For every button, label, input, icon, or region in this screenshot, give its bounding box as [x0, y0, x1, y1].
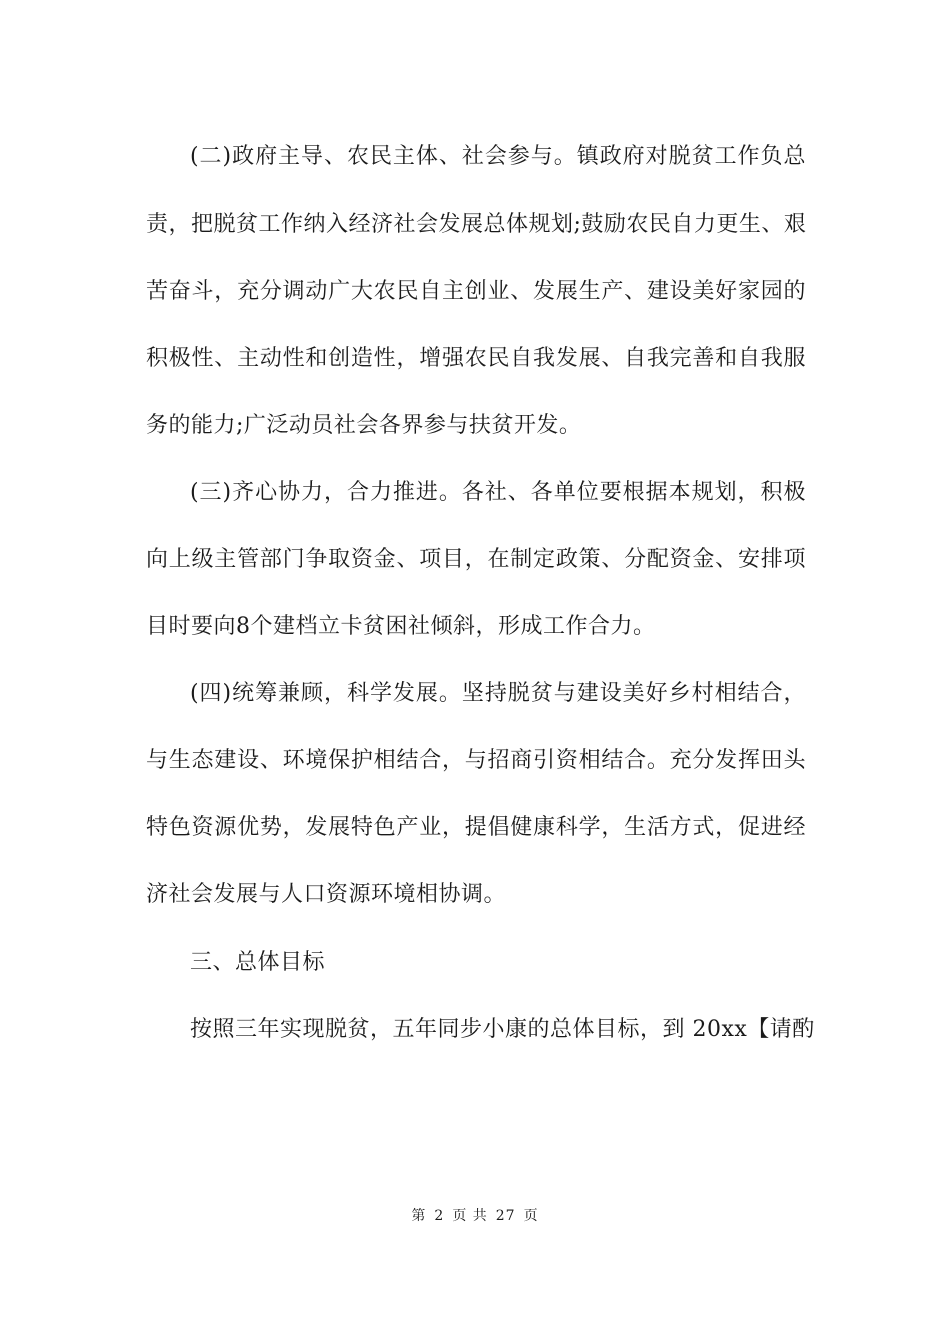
footer-suffix: 页	[523, 1208, 539, 1224]
paragraph-line: 务的能力;广泛动员社会各界参与扶贫开发。	[146, 413, 582, 438]
paragraph-line: 向上级主管部门争取资金、项目，在制定政策、分配资金、安排项	[146, 547, 806, 572]
paragraph-line: 苦奋斗，充分调动广大农民自主创业、发展生产、建设美好家园的	[146, 279, 806, 304]
footer-page-number: 2	[434, 1208, 445, 1224]
footer-middle: 页 共	[452, 1208, 488, 1224]
paragraph-line: 济社会发展与人口资源环境相协调。	[146, 882, 507, 907]
paragraph-line: 按照三年实现脱贫，五年同步小康的总体目标，到 20xx【请酌	[190, 1017, 815, 1042]
footer-total-pages: 27	[495, 1208, 516, 1224]
paragraph-line: 积极性、主动性和创造性，增强农民自我发展、自我完善和自我服	[146, 346, 806, 371]
paragraph-line: 责，把脱贫工作纳入经济社会发展总体规划;鼓励农民自力更生、艰	[146, 212, 807, 237]
page-footer	[0, 1206, 950, 1226]
paragraph-line: (四)统筹兼顾，科学发展。坚持脱贫与建设美好乡村相结合，	[190, 681, 806, 706]
paragraph-line: 与生态建设、环境保护相结合，与招商引资相结合。充分发挥田头	[146, 748, 806, 773]
section-heading: 三、总体目标	[190, 950, 326, 975]
paragraph-line: (二)政府主导、农民主体、社会参与。镇政府对脱贫工作负总	[190, 144, 806, 169]
footer-prefix: 第	[411, 1208, 427, 1224]
paragraph-line: (三)齐心协力，合力推进。各社、各单位要根据本规划，积极	[190, 480, 806, 505]
paragraph-line: 特色资源优势，发展特色产业，提倡健康科学，生活方式，促进经	[146, 815, 806, 840]
paragraph-line: 目时要向8个建档立卡贫困社倾斜，形成工作合力。	[146, 614, 656, 639]
